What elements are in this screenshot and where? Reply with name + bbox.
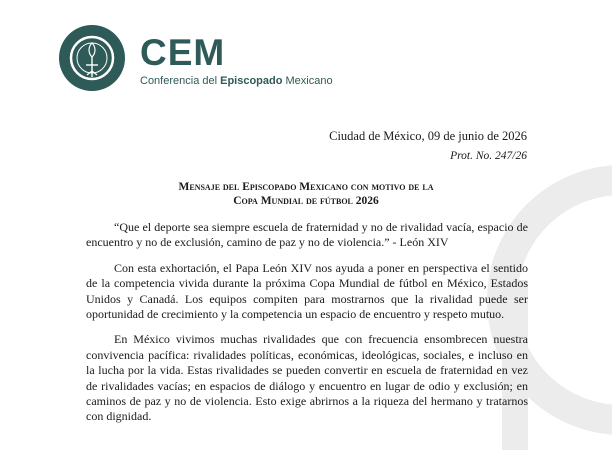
organization-full-name: Conferencia del Episcopado Mexicano — [140, 75, 333, 87]
paragraph: Con esta exhortación, el Papa León XIV nos ayuda a poner en perspectiva el sentido de la competencia vivida durante la próxima Copa Mundial de fútbol en México, Estados Unidos y Canadá. Los equipos compiten para mostrarnos que la rivalidad puede ser oportunidad de crecimiento y la competencia un espacio de encuentro y respeto mutuo. — [86, 260, 528, 322]
protocol-number: Prot. No. 247/26 — [450, 150, 527, 162]
document-title — [86, 180, 526, 208]
title-line-1: Mensaje del Episcopado Mexicano con motivo de la — [178, 181, 434, 193]
paragraph-quote: “Que el deporte sea siempre escuela de fraternidad y no de rivalidad vacía, espacio de encuentro y no de exclusión, camino de paz y no de violencia.” - León XIV — [86, 220, 528, 250]
organization-acronym: CEM — [140, 32, 226, 73]
title-line-2: Copa Mundial de fútbol 2026 — [233, 195, 379, 207]
cem-logo-icon — [57, 23, 127, 93]
document-date: Ciudad de México, 09 de junio de 2026 — [329, 129, 527, 143]
organization-brand — [140, 34, 333, 87]
document-meta — [329, 128, 527, 162]
paragraph: En México vivimos muchas rivalidades que con frecuencia ensombrecen nuestra convivencia pacífica: rivalidades políticas, económicas, ideológicas, sociales, e incluso en la lucha por la vida. Estas rivalidades se pueden convertir en escuela de fraternidad en vez de rivalidades vacías; en espacios de diálogo y encuentro en lugar de odio y exclusión; en caminos de paz y no de violencia. Esto exige abrirnos a la riqueza del hermano y tratarnos con dignidad. — [86, 332, 528, 424]
document-body — [86, 220, 528, 435]
